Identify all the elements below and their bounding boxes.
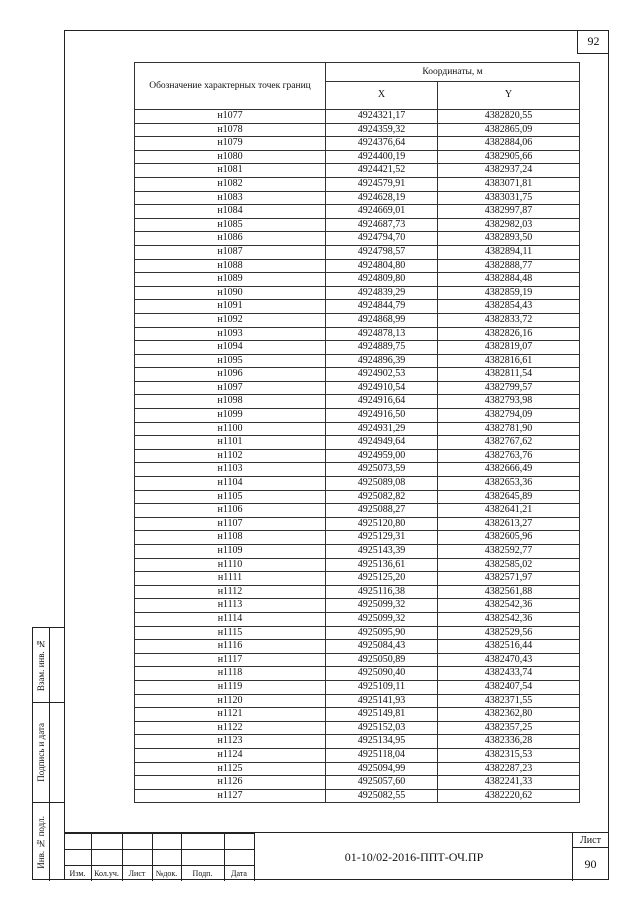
- coord-x: 4924889,75: [326, 341, 438, 355]
- table-row: [135, 164, 580, 178]
- point-name: н1116: [135, 640, 326, 654]
- coord-y: 4382905,66: [438, 150, 580, 164]
- table-row: [135, 789, 580, 803]
- coord-x: 4924868,99: [326, 313, 438, 327]
- coord-y: 4382362,80: [438, 708, 580, 722]
- point-name: н1119: [135, 680, 326, 694]
- binding-inv-original-field: [49, 803, 65, 881]
- point-name: н1098: [135, 395, 326, 409]
- table-row: [135, 286, 580, 300]
- point-name: н1084: [135, 205, 326, 219]
- coord-y: 4382220,62: [438, 789, 580, 803]
- point-name: н1110: [135, 558, 326, 572]
- coord-y: 4382982,03: [438, 218, 580, 232]
- table-row: [135, 531, 580, 545]
- coord-x: 4925120,80: [326, 517, 438, 531]
- table-row: [135, 368, 580, 382]
- coord-x: 4924878,13: [326, 327, 438, 341]
- coord-y: 4382592,77: [438, 545, 580, 559]
- table-row: [135, 381, 580, 395]
- binding-strip: [32, 627, 64, 880]
- coord-x: 4925143,39: [326, 545, 438, 559]
- coord-y: 4382884,06: [438, 137, 580, 151]
- coord-y: 4382820,55: [438, 110, 580, 124]
- table-row: [135, 776, 580, 790]
- point-name: н1081: [135, 164, 326, 178]
- coord-x: 4924400,19: [326, 150, 438, 164]
- point-name: н1077: [135, 110, 326, 124]
- coord-x: 4924949,64: [326, 436, 438, 450]
- coord-x: 4924839,29: [326, 286, 438, 300]
- table-row: [135, 191, 580, 205]
- header-x: X: [326, 82, 438, 110]
- coord-y: 4382641,21: [438, 504, 580, 518]
- coord-y: 4382937,24: [438, 164, 580, 178]
- binding-sign-date-field: [49, 703, 65, 803]
- table-row: [135, 395, 580, 409]
- coord-y: 4382336,28: [438, 735, 580, 749]
- coord-y: 4382833,72: [438, 313, 580, 327]
- table-row: [135, 694, 580, 708]
- sheet-label: Лист: [580, 834, 601, 846]
- point-name: н1104: [135, 477, 326, 491]
- coord-y: 4382781,90: [438, 422, 580, 436]
- coord-x: 4925099,32: [326, 612, 438, 626]
- coord-y: 4382888,77: [438, 259, 580, 273]
- table-row: [135, 653, 580, 667]
- coord-x: 4925109,11: [326, 680, 438, 694]
- header-y: Y: [438, 82, 580, 110]
- coord-x: 4924896,39: [326, 354, 438, 368]
- coord-y: 4382585,02: [438, 558, 580, 572]
- stamp-col-doc: №док.: [155, 868, 178, 878]
- table-row: [135, 327, 580, 341]
- point-name: н1127: [135, 789, 326, 803]
- table-row: [135, 572, 580, 586]
- coord-y: 4383031,75: [438, 191, 580, 205]
- coord-x: 4925082,82: [326, 490, 438, 504]
- coord-x: 4924359,32: [326, 123, 438, 137]
- point-name: н1123: [135, 735, 326, 749]
- point-name: н1100: [135, 422, 326, 436]
- point-name: н1093: [135, 327, 326, 341]
- coord-y: 4382884,48: [438, 273, 580, 287]
- coord-x: 4924916,50: [326, 409, 438, 423]
- point-name: н1102: [135, 449, 326, 463]
- point-name: н1114: [135, 612, 326, 626]
- coord-y: 4382529,56: [438, 626, 580, 640]
- point-name: н1124: [135, 748, 326, 762]
- point-name: н1115: [135, 626, 326, 640]
- coord-y: 4382819,07: [438, 341, 580, 355]
- point-name: н1117: [135, 653, 326, 667]
- header-coordinates: Координаты, м: [326, 63, 580, 82]
- coord-x: 4924844,79: [326, 300, 438, 314]
- coord-x: 4925129,31: [326, 531, 438, 545]
- coord-y: 4382793,98: [438, 395, 580, 409]
- coord-y: 4382893,50: [438, 232, 580, 246]
- stamp-col-sign: Подп.: [192, 868, 213, 878]
- table-row: [135, 436, 580, 450]
- table-row: [135, 137, 580, 151]
- point-name: н1078: [135, 123, 326, 137]
- point-name: н1122: [135, 721, 326, 735]
- coord-y: 4382666,49: [438, 463, 580, 477]
- coord-x: 4925149,81: [326, 708, 438, 722]
- point-name: н1085: [135, 218, 326, 232]
- coord-x: 4925125,20: [326, 572, 438, 586]
- table-row: [135, 640, 580, 654]
- coord-y: 4382816,61: [438, 354, 580, 368]
- point-name: н1082: [135, 177, 326, 191]
- binding-sign-date: Подпись и дата: [33, 703, 49, 803]
- coord-x: 4924798,57: [326, 245, 438, 259]
- coord-y: 4382894,11: [438, 245, 580, 259]
- point-name: н1092: [135, 313, 326, 327]
- coordinates-body: [135, 110, 580, 803]
- coord-y: 4382854,43: [438, 300, 580, 314]
- coord-y: 4382859,19: [438, 286, 580, 300]
- coord-y: 4382315,53: [438, 748, 580, 762]
- table-row: [135, 150, 580, 164]
- table-row: [135, 123, 580, 137]
- coord-x: 4924579,91: [326, 177, 438, 191]
- table-row: [135, 477, 580, 491]
- coord-x: 4925116,38: [326, 585, 438, 599]
- point-name: н1095: [135, 354, 326, 368]
- point-name: н1112: [135, 585, 326, 599]
- table-row: [135, 205, 580, 219]
- coord-x: 4925136,61: [326, 558, 438, 572]
- coord-x: 4925141,93: [326, 694, 438, 708]
- coord-y: 4382470,43: [438, 653, 580, 667]
- coord-y: 4382571,97: [438, 572, 580, 586]
- table-row: [135, 708, 580, 722]
- binding-inv-original: Инв. № подл.: [36, 815, 46, 869]
- table-row: [135, 300, 580, 314]
- coord-y: 4382542,36: [438, 599, 580, 613]
- point-name: н1109: [135, 545, 326, 559]
- coord-y: 4382613,27: [438, 517, 580, 531]
- coord-y: 4382763,76: [438, 449, 580, 463]
- table-row: [135, 259, 580, 273]
- document-code: 01-10/02-2016-ППТ-ОЧ.ПР: [344, 849, 484, 864]
- coord-x: 4924421,52: [326, 164, 438, 178]
- table-row: [135, 273, 580, 287]
- point-name: н1097: [135, 381, 326, 395]
- coord-x: 4925152,03: [326, 721, 438, 735]
- table-row: [135, 626, 580, 640]
- point-name: н1108: [135, 531, 326, 545]
- coord-x: 4925118,04: [326, 748, 438, 762]
- point-name: н1089: [135, 273, 326, 287]
- sheet-number: 90: [584, 856, 597, 871]
- title-block: [64, 832, 609, 880]
- point-name: н1101: [135, 436, 326, 450]
- coord-y: 4382407,54: [438, 680, 580, 694]
- coord-x: 4924669,01: [326, 205, 438, 219]
- point-name: н1106: [135, 504, 326, 518]
- point-name: н1086: [135, 232, 326, 246]
- point-name: н1087: [135, 245, 326, 259]
- coord-y: 4382811,54: [438, 368, 580, 382]
- stamp-col-change: Изм.: [69, 868, 86, 878]
- point-name: н1118: [135, 667, 326, 681]
- table-row: [135, 490, 580, 504]
- point-name: н1111: [135, 572, 326, 586]
- coord-x: 4925057,60: [326, 776, 438, 790]
- coord-y: 4382653,36: [438, 477, 580, 491]
- coord-x: 4924321,17: [326, 110, 438, 124]
- table-row: [135, 218, 580, 232]
- coord-x: 4924628,19: [326, 191, 438, 205]
- table-row: [135, 341, 580, 355]
- table-row: [135, 735, 580, 749]
- header-point-label: Обозначение характерных точек границ: [135, 63, 326, 110]
- coord-y: 4382241,33: [438, 776, 580, 790]
- coord-y: 4382371,55: [438, 694, 580, 708]
- table-row: [135, 680, 580, 694]
- coord-x: 4924959,00: [326, 449, 438, 463]
- point-name: н1080: [135, 150, 326, 164]
- coord-x: 4925095,90: [326, 626, 438, 640]
- coord-x: 4924804,80: [326, 259, 438, 273]
- table-row: [135, 558, 580, 572]
- coord-x: 4925094,99: [326, 762, 438, 776]
- binding-inv-replace-field: [49, 628, 65, 703]
- coord-y: 4382542,36: [438, 612, 580, 626]
- point-name: н1126: [135, 776, 326, 790]
- coord-y: 4382794,09: [438, 409, 580, 423]
- table-row: [135, 313, 580, 327]
- coord-x: 4925073,59: [326, 463, 438, 477]
- coord-y: 4382645,89: [438, 490, 580, 504]
- point-name: н1125: [135, 762, 326, 776]
- table-row: [135, 409, 580, 423]
- table-row: [135, 599, 580, 613]
- page-number: 92: [577, 30, 609, 54]
- point-name: н1090: [135, 286, 326, 300]
- point-name: н1121: [135, 708, 326, 722]
- table-row: [135, 232, 580, 246]
- coord-x: 4925089,08: [326, 477, 438, 491]
- table-row: [135, 545, 580, 559]
- coord-x: 4924902,53: [326, 368, 438, 382]
- coord-x: 4925090,40: [326, 667, 438, 681]
- coord-y: 4382799,57: [438, 381, 580, 395]
- table-row: [135, 245, 580, 259]
- point-name: н1079: [135, 137, 326, 151]
- point-name: н1113: [135, 599, 326, 613]
- table-row: [135, 110, 580, 124]
- coord-x: 4925050,89: [326, 653, 438, 667]
- stamp-col-sheet: Лист: [128, 868, 146, 878]
- table-row: [135, 721, 580, 735]
- table-row: [135, 517, 580, 531]
- table-row: [135, 748, 580, 762]
- table-row: [135, 504, 580, 518]
- coord-x: 4924794,70: [326, 232, 438, 246]
- coord-x: 4924916,64: [326, 395, 438, 409]
- coord-y: 4382516,44: [438, 640, 580, 654]
- point-name: н1094: [135, 341, 326, 355]
- coord-x: 4925084,43: [326, 640, 438, 654]
- stamp-col-count: Кол.уч.: [94, 868, 119, 878]
- coord-x: 4925134,95: [326, 735, 438, 749]
- coord-x: 4924809,80: [326, 273, 438, 287]
- point-name: н1105: [135, 490, 326, 504]
- point-name: н1120: [135, 694, 326, 708]
- coord-y: 4382997,87: [438, 205, 580, 219]
- point-name: н1083: [135, 191, 326, 205]
- table-row: [135, 422, 580, 436]
- coord-y: 4382865,09: [438, 123, 580, 137]
- table-row: [135, 612, 580, 626]
- coord-x: 4925088,27: [326, 504, 438, 518]
- point-name: н1107: [135, 517, 326, 531]
- stamp-col-date: Дата: [231, 868, 247, 878]
- coord-x: 4924931,29: [326, 422, 438, 436]
- coordinates-table: [134, 62, 580, 803]
- coord-y: 4382826,16: [438, 327, 580, 341]
- coord-y: 4382357,25: [438, 721, 580, 735]
- point-name: н1103: [135, 463, 326, 477]
- table-row: [135, 463, 580, 477]
- coord-x: 4924910,54: [326, 381, 438, 395]
- point-name: н1088: [135, 259, 326, 273]
- coord-x: 4924687,73: [326, 218, 438, 232]
- table-row: [135, 449, 580, 463]
- binding-inv-replace: Взам. инв. №: [33, 628, 49, 703]
- coord-y: 4382287,23: [438, 762, 580, 776]
- table-row: [135, 585, 580, 599]
- coord-x: 4925099,32: [326, 599, 438, 613]
- point-name: н1096: [135, 368, 326, 382]
- coord-y: 4383071,81: [438, 177, 580, 191]
- table-row: [135, 354, 580, 368]
- coord-x: 4924376,64: [326, 137, 438, 151]
- coord-y: 4382605,96: [438, 531, 580, 545]
- coord-x: 4925082,55: [326, 789, 438, 803]
- coord-y: 4382561,88: [438, 585, 580, 599]
- table-row: [135, 177, 580, 191]
- point-name: н1091: [135, 300, 326, 314]
- table-row: [135, 667, 580, 681]
- coord-y: 4382433,74: [438, 667, 580, 681]
- coord-y: 4382767,62: [438, 436, 580, 450]
- point-name: н1099: [135, 409, 326, 423]
- table-row: [135, 762, 580, 776]
